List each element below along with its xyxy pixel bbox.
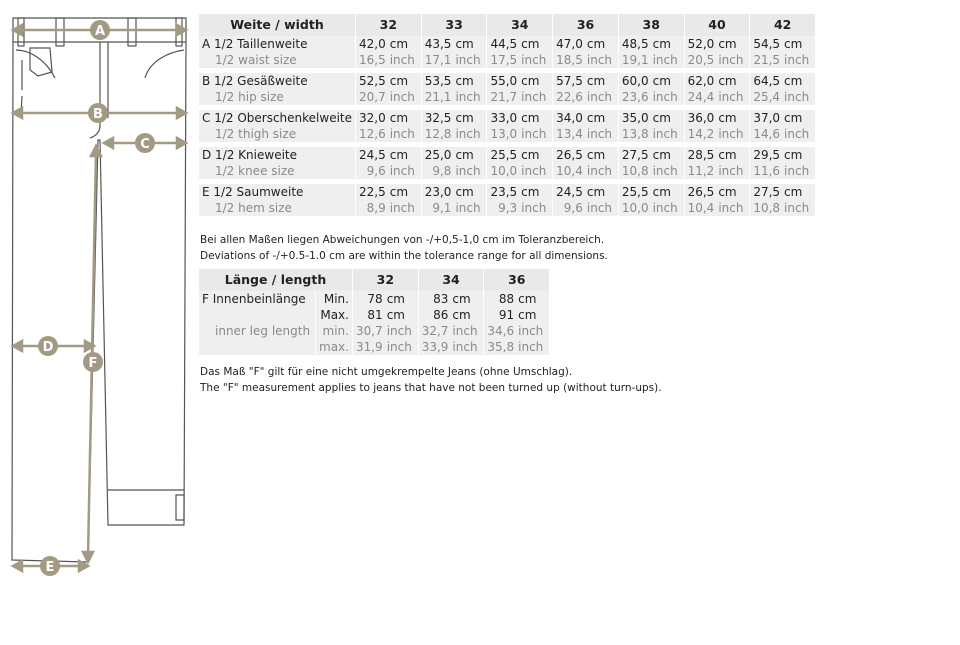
- cell-value: 13,8 inch: [619, 126, 684, 142]
- width-row-inch: [199, 200, 815, 216]
- row-label: E 1/2 Saumweite: [199, 184, 355, 200]
- row-sublabel: 1/2 hem size: [199, 200, 355, 216]
- cell-value: 17,1 inch: [422, 52, 487, 68]
- row-sublabel: 1/2 waist size: [199, 52, 355, 68]
- size-header: 32: [353, 269, 418, 291]
- row-sublabel: 1/2 thigh size: [199, 126, 355, 142]
- cell-value: 88 cm: [484, 291, 549, 307]
- label-f: F: [88, 356, 98, 371]
- max-label-en: max.: [316, 339, 352, 355]
- size-header: 40: [685, 14, 750, 36]
- cell-value: 16,5 inch: [356, 52, 421, 68]
- cell-value: 9,1 inch: [422, 200, 487, 216]
- cell-value: 10,8 inch: [619, 163, 684, 179]
- size-header: 36: [553, 14, 618, 36]
- cell-value: 26,5 cm: [685, 184, 750, 200]
- cell-value: 22,6 inch: [553, 89, 618, 105]
- row-sublabel: 1/2 knee size: [199, 163, 355, 179]
- cell-value: 60,0 cm: [619, 73, 684, 89]
- row-label: A 1/2 Taillenweite: [199, 36, 355, 52]
- cell-value: 35,0 cm: [619, 110, 684, 126]
- cell-value: 11,6 inch: [750, 163, 815, 179]
- cell-value: 13,4 inch: [553, 126, 618, 142]
- cell-value: 34,0 cm: [553, 110, 618, 126]
- cell-value: 21,7 inch: [487, 89, 552, 105]
- cell-value: 10,4 inch: [553, 163, 618, 179]
- width-row-cm: [199, 73, 815, 89]
- width-header-row: [199, 14, 815, 36]
- label-b: B: [93, 107, 103, 122]
- cell-value: 47,0 cm: [553, 36, 618, 52]
- cell-value: 26,5 cm: [553, 147, 618, 163]
- width-row-inch: [199, 52, 815, 68]
- cell-value: 32,5 cm: [422, 110, 487, 126]
- min-label: Min.: [316, 291, 352, 307]
- length-sublabel: inner leg length: [199, 323, 315, 339]
- max-label: Max.: [316, 307, 352, 323]
- size-header: 38: [619, 14, 684, 36]
- cell-value: 11,2 inch: [685, 163, 750, 179]
- tolerance-note-en: Deviations of -/+0.5-1.0 cm are within the tolerance range for all dimensions.: [200, 250, 608, 262]
- cell-value: 22,5 cm: [356, 184, 421, 200]
- cell-value: 42,0 cm: [356, 36, 421, 52]
- cell-value: 21,5 inch: [750, 52, 815, 68]
- label-c: C: [140, 137, 150, 152]
- width-row-inch: [199, 89, 815, 105]
- tolerance-note: [200, 232, 608, 264]
- label-d: D: [42, 340, 54, 355]
- width-row-inch: [199, 163, 815, 179]
- row-label: C 1/2 Oberschenkelweite: [199, 110, 355, 126]
- cell-value: 14,6 inch: [750, 126, 815, 142]
- cell-value: 86 cm: [419, 307, 484, 323]
- size-header: 42: [750, 14, 815, 36]
- length-row-max-inch: [199, 339, 549, 355]
- cell-value: 53,5 cm: [422, 73, 487, 89]
- cell-value: 27,5 cm: [619, 147, 684, 163]
- cell-value: 24,4 inch: [685, 89, 750, 105]
- cell-value: 17,5 inch: [487, 52, 552, 68]
- width-row-cm: [199, 110, 815, 126]
- cell-value: 20,7 inch: [356, 89, 421, 105]
- cell-value: 24,5 cm: [356, 147, 421, 163]
- length-label: F Innenbeinlänge: [199, 291, 315, 307]
- width-row-inch: [199, 126, 815, 142]
- length-row-min-inch: [199, 323, 549, 339]
- cell-value: 32,7 inch: [419, 323, 484, 339]
- cell-value: 62,0 cm: [685, 73, 750, 89]
- cell-value: 83 cm: [419, 291, 484, 307]
- cell-value: 52,0 cm: [685, 36, 750, 52]
- cell-value: 13,0 inch: [487, 126, 552, 142]
- cell-value: 21,1 inch: [422, 89, 487, 105]
- cell-value: 64,5 cm: [750, 73, 815, 89]
- cell-value: 30,7 inch: [353, 323, 418, 339]
- cell-value: 52,5 cm: [356, 73, 421, 89]
- cell-value: 44,5 cm: [487, 36, 552, 52]
- cell-value: 33,9 inch: [419, 339, 484, 355]
- cell-value: 12,6 inch: [356, 126, 421, 142]
- width-row-cm: [199, 36, 815, 52]
- cell-value: 9,3 inch: [487, 200, 552, 216]
- cell-value: 10,4 inch: [685, 200, 750, 216]
- width-size-table: [198, 14, 816, 216]
- cell-value: 9,8 inch: [422, 163, 487, 179]
- cell-value: 23,5 cm: [487, 184, 552, 200]
- cell-value: 57,5 cm: [553, 73, 618, 89]
- cell-value: 28,5 cm: [685, 147, 750, 163]
- cell-value: 9,6 inch: [553, 200, 618, 216]
- size-header: 33: [422, 14, 487, 36]
- length-row-min-cm: [199, 291, 549, 307]
- cell-value: 25,5 cm: [619, 184, 684, 200]
- cell-value: 24,5 cm: [553, 184, 618, 200]
- cell-value: 32,0 cm: [356, 110, 421, 126]
- f-measurement-note: [200, 364, 662, 396]
- row-label: D 1/2 Knieweite: [199, 147, 355, 163]
- cell-value: 36,0 cm: [685, 110, 750, 126]
- cell-value: 14,2 inch: [685, 126, 750, 142]
- cell-value: 54,5 cm: [750, 36, 815, 52]
- row-label: B 1/2 Gesäßweite: [199, 73, 355, 89]
- size-header: 34: [419, 269, 484, 291]
- cell-value: 37,0 cm: [750, 110, 815, 126]
- cell-value: 81 cm: [353, 307, 418, 323]
- cell-value: 10,0 inch: [487, 163, 552, 179]
- min-label-en: min.: [316, 323, 352, 339]
- cell-value: 29,5 cm: [750, 147, 815, 163]
- cell-value: 19,1 inch: [619, 52, 684, 68]
- length-size-table: [198, 269, 550, 355]
- cell-value: 33,0 cm: [487, 110, 552, 126]
- f-note-de: Das Maß "F" gilt für eine nicht umgekrempelte Jeans (ohne Umschlag).: [200, 366, 573, 378]
- cell-value: 43,5 cm: [422, 36, 487, 52]
- cell-value: 25,4 inch: [750, 89, 815, 105]
- cell-value: 25,5 cm: [487, 147, 552, 163]
- length-header: Länge / length: [199, 269, 352, 291]
- cell-value: 25,0 cm: [422, 147, 487, 163]
- cell-value: 31,9 inch: [353, 339, 418, 355]
- width-header: Weite / width: [199, 14, 355, 36]
- cell-value: 91 cm: [484, 307, 549, 323]
- label-e: E: [45, 560, 55, 575]
- jeans-measurement-diagram: [0, 0, 200, 590]
- f-note-en: The "F" measurement applies to jeans that have not been turned up (without turn-ups).: [200, 382, 662, 394]
- label-a: A: [94, 24, 106, 39]
- cell-value: 78 cm: [353, 291, 418, 307]
- cell-value: 55,0 cm: [487, 73, 552, 89]
- cell-value: 9,6 inch: [356, 163, 421, 179]
- cell-value: 8,9 inch: [356, 200, 421, 216]
- width-row-cm: [199, 184, 815, 200]
- tolerance-note-de: Bei allen Maßen liegen Abweichungen von -/+0,5-1,0 cm im Toleranzbereich.: [200, 234, 605, 246]
- cell-value: 10,0 inch: [619, 200, 684, 216]
- width-row-cm: [199, 147, 815, 163]
- length-header-row: [199, 269, 549, 291]
- length-row-max-cm: [199, 307, 549, 323]
- cell-value: 35,8 inch: [484, 339, 549, 355]
- size-header: 34: [487, 14, 552, 36]
- cell-value: 10,8 inch: [750, 200, 815, 216]
- size-header: 32: [356, 14, 421, 36]
- row-sublabel: 1/2 hip size: [199, 89, 355, 105]
- cell-value: 27,5 cm: [750, 184, 815, 200]
- cell-value: 23,6 inch: [619, 89, 684, 105]
- cell-value: 12,8 inch: [422, 126, 487, 142]
- cell-value: 34,6 inch: [484, 323, 549, 339]
- cell-value: 23,0 cm: [422, 184, 487, 200]
- cell-value: 18,5 inch: [553, 52, 618, 68]
- size-header: 36: [484, 269, 549, 291]
- cell-value: 48,5 cm: [619, 36, 684, 52]
- cell-value: 20,5 inch: [685, 52, 750, 68]
